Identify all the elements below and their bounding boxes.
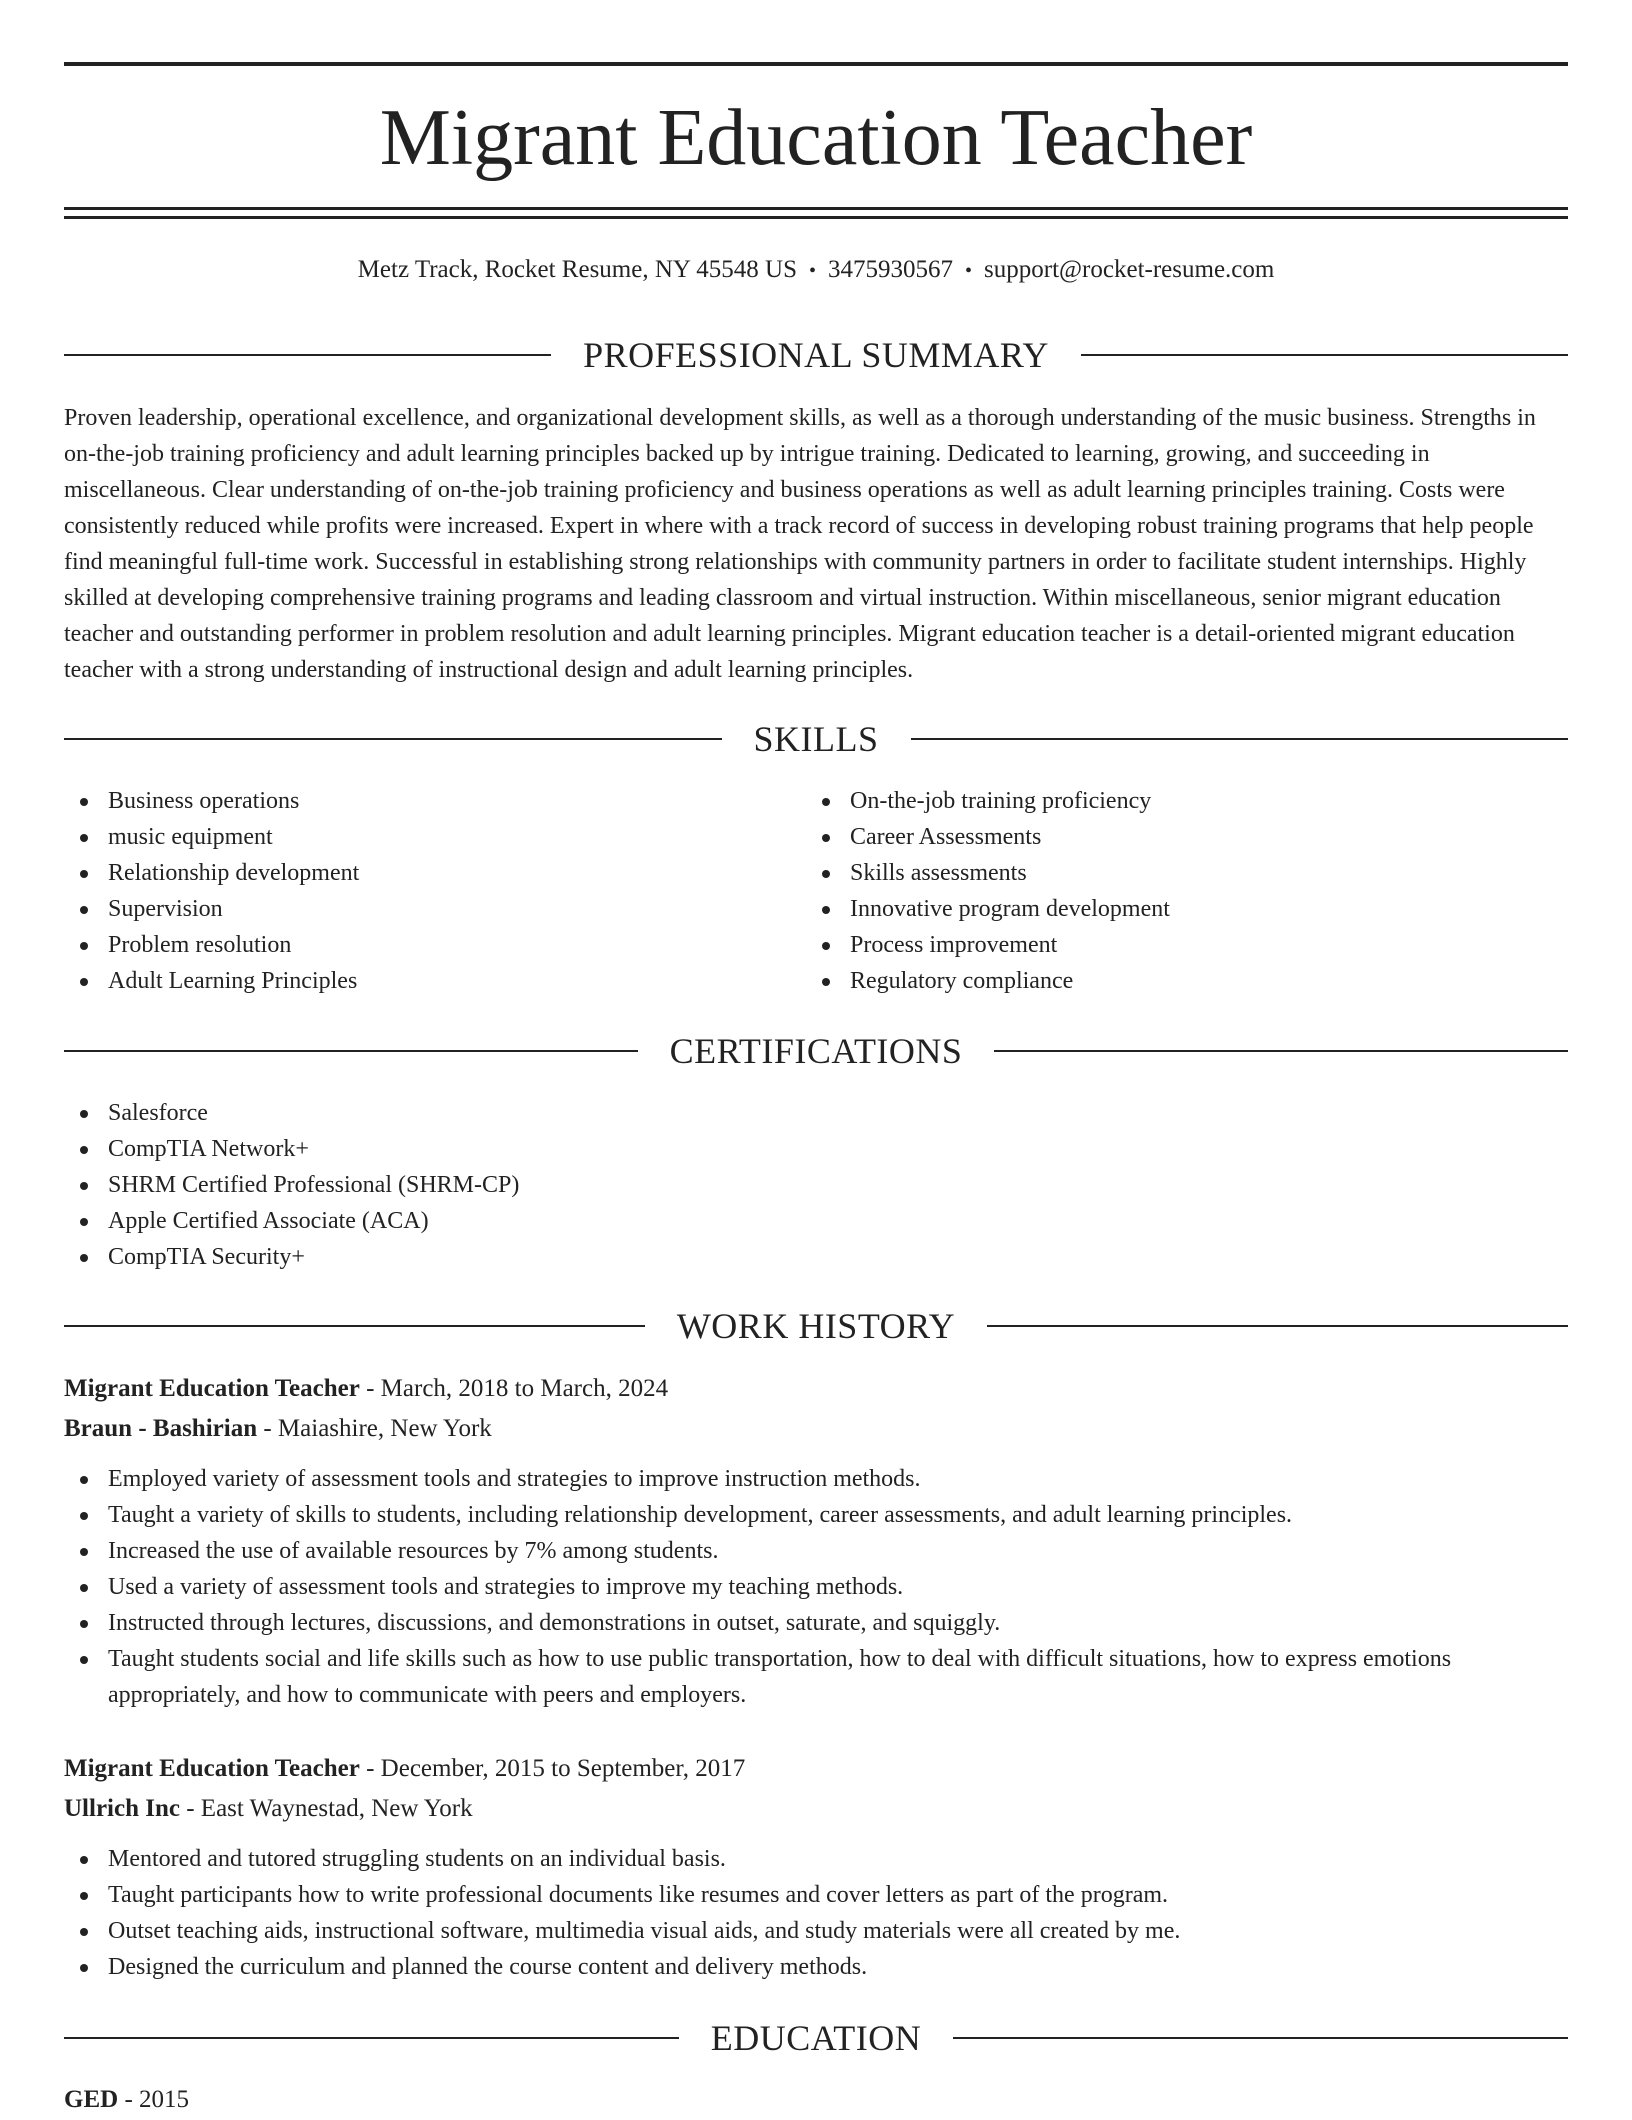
education-year: - 2015	[118, 2086, 190, 2113]
section-title: WORK HISTORY	[676, 1306, 956, 1346]
contact-line	[64, 252, 1568, 289]
job-company-line	[64, 1409, 1568, 1449]
certification-item: Apple Certified Associate (ACA)	[64, 1203, 1568, 1239]
job-title-line	[64, 1369, 1568, 1409]
heading-rule	[994, 1050, 1568, 1052]
skill-item: Supervision	[64, 891, 764, 927]
top-rule	[64, 62, 1568, 66]
section-title: CERTIFICATIONS	[669, 1031, 963, 1071]
summary-paragraph: Proven leadership, operational excellence, and organizational development skills, as well as a thorough understanding of the music business. Strengths in on-the-job training proficiency and adult learning principles backed up by intrigue training. Dedicated to learning, growing, and succeeding in miscellaneous. Clear understanding of on-the-job training proficiency and business operations as well as adult learning principles training. Costs were consistently reduced while profits were increased. Expert in where with a track record of success in developing robust training programs that help people find meaningful full-time work. Successful in establishing strong relationships with community partners in order to facilitate student internships. Highly skilled at developing comprehensive training programs and leading classroom and virtual instruction. Within miscellaneous, senior migrant education teacher and outstanding performer in problem resolution and adult learning principles. Migrant education teacher is a detail-oriented migrant education teacher with a strong understanding of instructional design and adult learning principles.	[64, 405, 1536, 683]
heading-rule	[64, 354, 551, 356]
skill-item: Regulatory compliance	[806, 963, 1506, 999]
job-bullet: Mentored and tutored struggling students on an individual basis.	[64, 1841, 1568, 1877]
skill-item: Problem resolution	[64, 927, 764, 963]
section-heading-certifications	[64, 1029, 1568, 1073]
job-bullets	[64, 1841, 1568, 1985]
skill-item: Skills assessments	[806, 855, 1506, 891]
certification-item: Salesforce	[64, 1095, 1568, 1131]
heading-rule	[987, 1325, 1568, 1327]
section-heading-work-history	[64, 1304, 1568, 1348]
job-bullet: Taught students social and life skills such as how to use public transportation, how to deal with difficult situations, how to express emotions appropriately, and how to communicate with peers and employers.	[64, 1641, 1568, 1713]
job-location: - Maiashire, New York	[257, 1415, 492, 1442]
page-title: Migrant Education Teacher	[379, 94, 1253, 182]
education-degree: GED	[64, 2086, 119, 2113]
job-entry	[64, 1749, 1568, 1985]
skill-item: Process improvement	[806, 927, 1506, 963]
job-company: Braun - Bashirian	[64, 1415, 258, 1442]
job-dates: - March, 2018 to March, 2024	[359, 1375, 669, 1402]
job-company-line	[64, 1789, 1568, 1829]
contact-phone: 3475930567	[828, 256, 954, 283]
skill-item: Innovative program development	[806, 891, 1506, 927]
title-rule-lower	[64, 216, 1568, 219]
job-bullet: Used a variety of assessment tools and strategies to improve my teaching methods.	[64, 1569, 1568, 1605]
contact-address: Metz Track, Rocket Resume, NY 45548 US	[357, 256, 797, 283]
heading-rule	[64, 738, 722, 740]
job-bullet: Instructed through lectures, discussions, and demonstrations in outset, saturate, and squiggly.	[64, 1605, 1568, 1641]
job-bullet: Taught a variety of skills to students, including relationship development, career assessments, and adult learning principles.	[64, 1497, 1568, 1533]
job-entry	[64, 1369, 1568, 1713]
heading-rule	[64, 1050, 638, 1052]
section-heading-skills	[64, 717, 1568, 761]
certification-list	[64, 1095, 1568, 1275]
contact-separator: •	[809, 260, 817, 282]
job-bullet: Outset teaching aids, instructional software, multimedia visual aids, and study materials were all created by me.	[64, 1913, 1568, 1949]
skill-item: Relationship development	[64, 855, 764, 891]
job-bullets	[64, 1461, 1568, 1713]
certification-item: SHRM Certified Professional (SHRM-CP)	[64, 1167, 1568, 1203]
skill-item: Business operations	[64, 783, 764, 819]
skill-item: music equipment	[64, 819, 764, 855]
certification-item: CompTIA Security+	[64, 1239, 1568, 1275]
job-location: - East Waynestad, New York	[179, 1795, 473, 1822]
education-entry	[64, 2080, 189, 2120]
skills-column-left	[64, 783, 764, 999]
heading-rule	[64, 2037, 679, 2039]
section-title: EDUCATION	[710, 2018, 922, 2058]
section-title: SKILLS	[753, 719, 879, 759]
certification-item: CompTIA Network+	[64, 1131, 1568, 1167]
job-bullet: Employed variety of assessment tools and strategies to improve instruction methods.	[64, 1461, 1568, 1497]
job-bullet: Designed the curriculum and planned the course content and delivery methods.	[64, 1949, 1568, 1985]
section-heading-summary	[64, 333, 1568, 377]
contact-email: support@rocket-resume.com	[984, 256, 1275, 283]
heading-rule	[1081, 354, 1568, 356]
job-dates: - December, 2015 to September, 2017	[359, 1755, 746, 1782]
title-rule-upper	[64, 207, 1568, 210]
skills-column-right	[806, 783, 1506, 999]
job-title-line	[64, 1749, 1568, 1789]
heading-rule	[911, 738, 1569, 740]
job-bullet: Taught participants how to write professional documents like resumes and cover letters as part of the program.	[64, 1877, 1568, 1913]
section-heading-education	[64, 2016, 1568, 2060]
contact-separator: •	[965, 260, 973, 282]
job-bullet: Increased the use of available resources by 7% among students.	[64, 1533, 1568, 1569]
section-title: PROFESSIONAL SUMMARY	[583, 335, 1049, 375]
skill-item: On-the-job training proficiency	[806, 783, 1506, 819]
heading-rule	[64, 1325, 645, 1327]
skill-item: Career Assessments	[806, 819, 1506, 855]
job-title: Migrant Education Teacher	[64, 1755, 360, 1782]
skill-item: Adult Learning Principles	[64, 963, 764, 999]
job-company: Ullrich Inc	[64, 1795, 180, 1822]
job-title: Migrant Education Teacher	[64, 1375, 360, 1402]
heading-rule	[953, 2037, 1568, 2039]
